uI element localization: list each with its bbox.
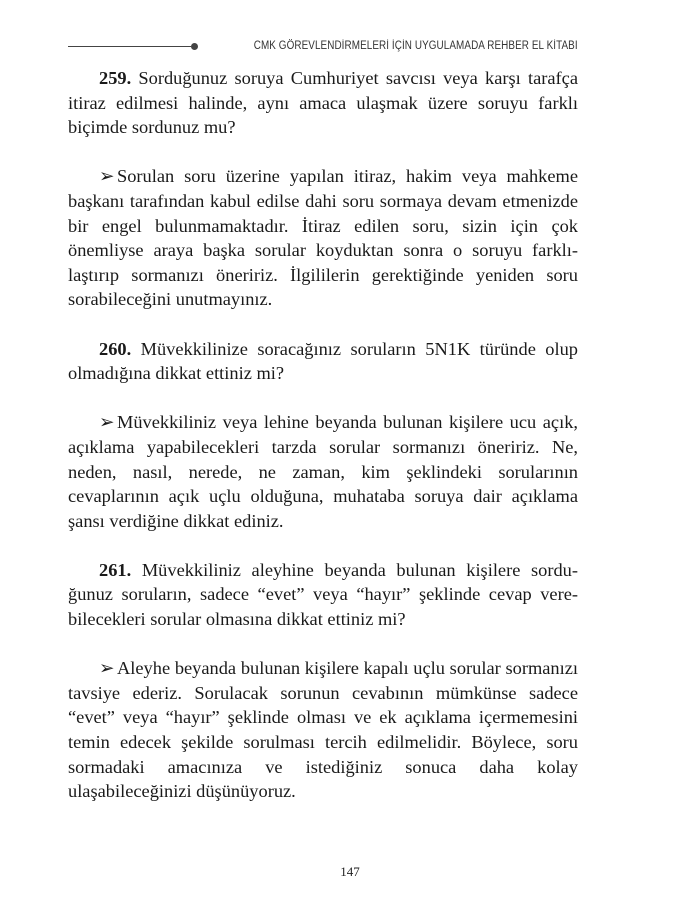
answer-260: [68, 410, 578, 533]
header-dot-icon: [191, 43, 198, 50]
running-header: [68, 36, 578, 56]
question-259: [68, 66, 578, 140]
page-number: 147: [340, 864, 360, 879]
question-number: 259.: [99, 68, 132, 88]
question-number: 261.: [99, 559, 132, 580]
header-rule: [68, 46, 191, 47]
arrowhead-bullet-icon: ➢: [99, 412, 115, 433]
page-body: [68, 66, 578, 804]
answer-text: Aleyhe beyanda bulunan kişilere kapalı uçlu sorular sormanızı tavsiye ederiz. Sorulacak sorunun cevabının mümkünse sadece “evet” veya “hayır” şeklinde olması ve ek açıklama içermemesini temin edecek şekilde sorulması tercih edilmelidir. Böylece, soru sormadaki amacınıza ve istediğiniz sonuca daha kolay ulaşabileceğinizi düşünüyoruz.: [68, 658, 578, 802]
arrowhead-bullet-icon: ➢: [99, 658, 115, 679]
answer-text: Müvekkiliniz veya lehine beyanda bulunan kişilere ucu açık, açıklama yapabilecekleri tarzda sorular sormanızı öneririz. Ne, neden, nasıl, nerede, ne zaman, kim şeklindeki sorularının cevaplarının açık uçlu olduğuna, muhataba soruya dair açıklama şansı verdiğine dikkat ediniz.: [68, 412, 578, 531]
question-261: [68, 558, 578, 632]
question-text: Sorduğunuz soruya Cumhuriyet savcısı veya karşı tarafça itiraz edilmesi halinde, aynı amaca ulaşmak üzere soruyu farklı biçimde sordunuz mu?: [68, 68, 578, 138]
question-260: [68, 337, 578, 386]
question-text: Müvekkiliniz aleyhine beyanda bulunan kişilere sorduğunuz soruların, sadece “evet” veya “hayır” şeklinde cevap verebilecekleri sorular olmasına dikkat ettiniz mi?: [68, 559, 578, 630]
question-text: Müvekkilinize soracağınız soruların 5N1K türünde olup olmadığına dikkat ettiniz mi?: [68, 338, 578, 384]
answer-text: Sorulan soru üzerine yapılan itiraz, hakim veya mahkeme başkanı tarafından kabul edilse dahi soru sormaya devam etmenizde bir engel bulunmamaktadır. İtiraz edilen soru, sizin için çok önemliyse araya başka sorular koyduktan sonra o soruyu farklılaştırıp sormanızı öneririz. İlgililerin gerektiğinde yeniden soru sorabileceğini unutmayınız.: [68, 166, 578, 310]
answer-259: [68, 164, 578, 312]
question-number: 260.: [99, 338, 132, 359]
header-title: CMK GÖREVLENDİRMELERİ İÇİN UYGULAMADA REHBER EL KİTABI: [254, 40, 578, 52]
arrowhead-bullet-icon: ➢: [99, 166, 115, 187]
answer-261: [68, 656, 578, 804]
